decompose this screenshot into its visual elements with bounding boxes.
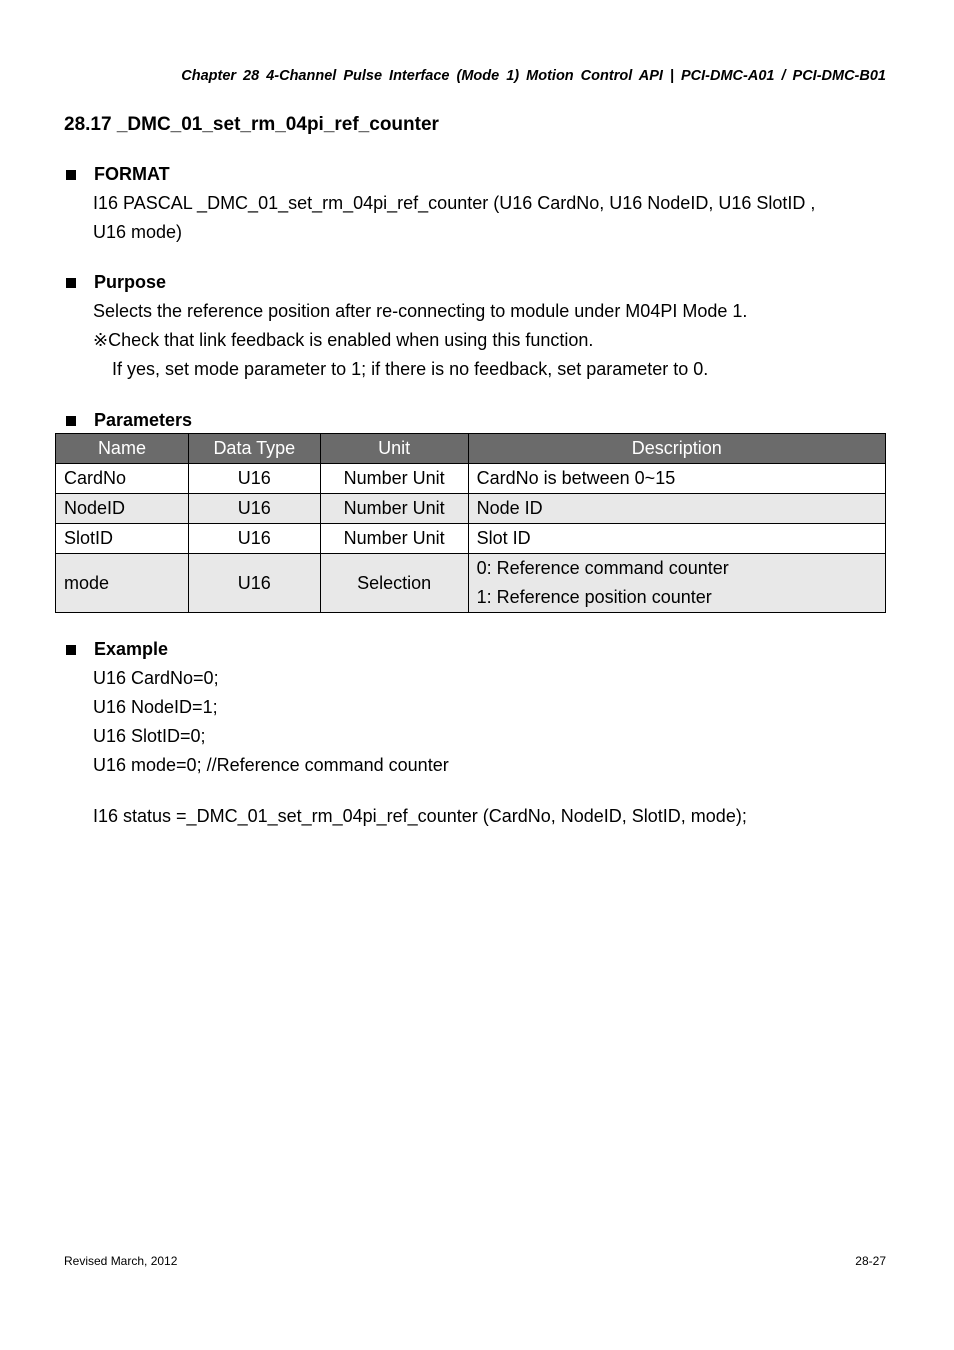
table-row [56,524,886,554]
cell-description: Node ID [468,494,885,524]
column-header-description: Description [468,434,885,464]
parameters-section [64,406,894,435]
page-header: Chapter 28 4-Channel Pulse Interface (Mode 1) Motion Control API | PCI-DMC-A01 / PCI-DMC-B01 [181,68,886,84]
square-bullet-icon [66,170,76,180]
parameters-heading-label: Parameters [94,410,193,430]
square-bullet-icon [66,416,76,426]
purpose-line-3: If yes, set mode parameter to 1; if there is no feedback, set parameter to 0. [112,359,709,379]
example-heading [64,635,894,664]
cell-unit: Number Unit [320,494,468,524]
cell-type: U16 [188,554,320,613]
cell-type: U16 [188,524,320,554]
table-row [56,494,886,524]
cell-unit: Number Unit [320,524,468,554]
purpose-section [64,268,894,384]
column-header-name: Name [56,434,189,464]
example-line: U16 CardNo=0; [93,668,219,688]
cell-description: Slot ID [468,524,885,554]
description-line: 1: Reference position counter [476,587,712,607]
example-line: U16 mode=0; //Reference command counter [93,755,449,775]
example-line: U16 NodeID=1; [93,697,218,717]
cell-description: CardNo is between 0~15 [468,464,885,494]
cell-name: NodeID [56,494,189,524]
cell-unit: Selection [320,554,468,613]
cell-unit: Number Unit [320,464,468,494]
example-heading-label: Example [94,639,169,659]
example-section [64,635,894,831]
square-bullet-icon [66,645,76,655]
cell-description [468,554,885,613]
footer-page-number: 28-27 [855,1254,886,1268]
table-row [56,554,886,613]
example-call: I16 status =_DMC_01_set_rm_04pi_ref_counter (CardNo, NodeID, SlotID, mode); [93,806,747,826]
format-line-1: I16 PASCAL _DMC_01_set_rm_04pi_ref_counter (U16 CardNo, U16 NodeID, U16 SlotID , [93,193,816,213]
format-section [64,160,894,247]
parameters-heading [64,406,894,435]
cell-name: SlotID [56,524,189,554]
cell-type: U16 [188,464,320,494]
cell-name: CardNo [56,464,189,494]
format-line-2: U16 mode) [93,222,183,242]
purpose-line-1: Selects the reference position after re-connecting to module under M04PI Mode 1. [93,301,748,321]
format-heading [64,160,894,189]
table-header-row [56,434,886,464]
description-line: 0: Reference command counter [476,558,729,578]
cell-name: mode [56,554,189,613]
purpose-heading-label: Purpose [94,272,167,292]
example-line: U16 SlotID=0; [93,726,206,746]
footer-revision: Revised March, 2012 [64,1254,178,1268]
purpose-line-2: ※Check that link feedback is enabled when using this function. [93,330,594,350]
parameters-table [55,433,886,613]
column-header-unit: Unit [320,434,468,464]
section-title: 28.17 _DMC_01_set_rm_04pi_ref_counter [64,114,439,135]
column-header-data-type: Data Type [188,434,320,464]
format-heading-label: FORMAT [94,164,170,184]
purpose-heading [64,268,894,297]
table-row [56,464,886,494]
cell-type: U16 [188,494,320,524]
square-bullet-icon [66,278,76,288]
